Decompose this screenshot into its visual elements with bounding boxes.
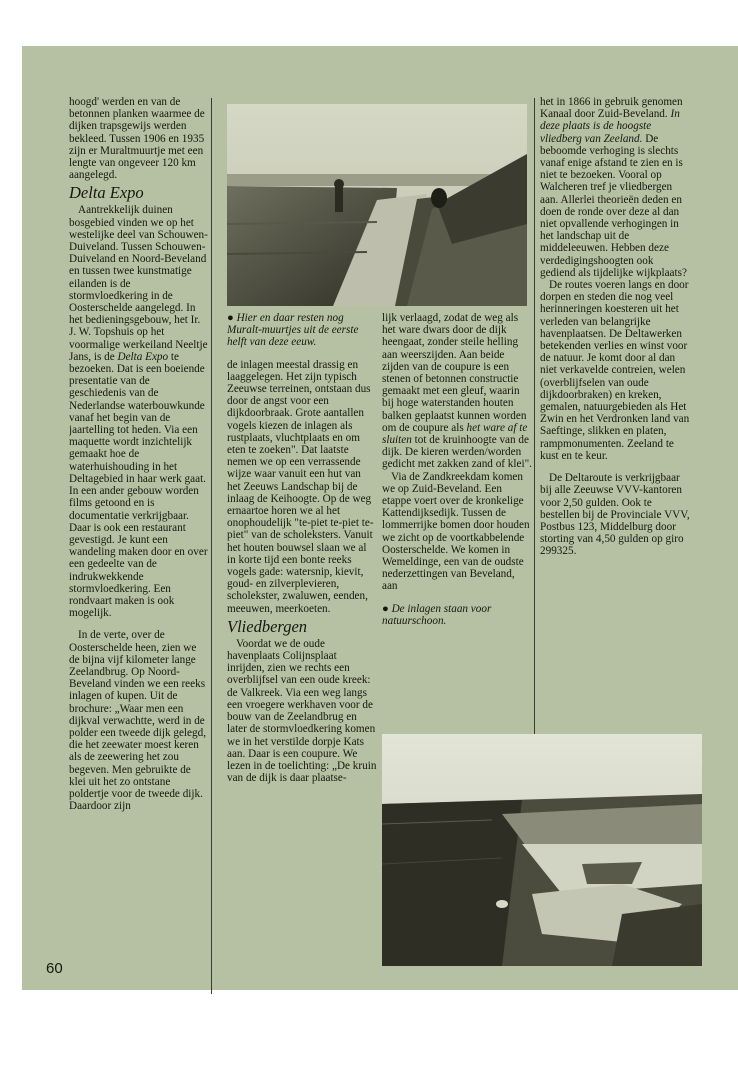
- column-rule: [211, 98, 212, 994]
- text-run: De beboomde verhoging is slechts vanaf enige afstand te zien en is niet te bezoeken. Vooral op Walcheren tref je vliedbergen aan. Allerlei theorieën deden en doen de ronde over deze al dan niet opvallende verhogingen in het landschap uit de middeleeuwen. Hebben deze verdedigingshoogten ook gediend als tijdelijke wijkplaats?: [540, 132, 687, 279]
- emphasis: In deze plaats is de hoogste vliedberg van Zeeland.: [540, 108, 680, 145]
- paragraph: De routes voeren langs en door dorpen en steden die nog veel herinneringen koesteren uit het verleden van belangrijke havenplaatsen. De Deltawerken betekenden verlies en winst voor de natuur. Je komt door al dan niet verkavelde contreien, welen (overblijfselen van oude dijkdoorbraken) en kreken, gemalen, natuurgebieden als Het Zwin en het Verdronken land van Saeftinge, slikken en platen, rampmonumenten. Zeeland te kust en te keur.: [540, 279, 690, 462]
- page-number: 60: [46, 960, 63, 977]
- text-run: lijk verlaagd, zodat de weg als het ware dwars door de dijk heengaat, zonder steile helling aan weerszijden. Aan beide zijden van de coupure is een stenen of betonnen constructie gemaakt met een gleuf, waarin bij hoge waterstanden houten balken geplaatst kunnen worden om de coupure als: [382, 312, 527, 434]
- text-column-1: [69, 96, 209, 1004]
- photo-muralt-wall: [227, 104, 527, 306]
- photo-inlagen: [382, 734, 702, 966]
- paragraph: [69, 204, 209, 619]
- column-rule: [534, 98, 535, 766]
- emphasis: het ware af te sluiten: [382, 421, 528, 447]
- photo-inlagen-image: [382, 734, 702, 966]
- text-column-4: [540, 96, 690, 776]
- text-column-2: [227, 312, 377, 1002]
- caption-text: Hier en daar resten nog Muralt-muurtjes uit de eerste helft van deze eeuw.: [227, 312, 359, 349]
- text-run: tot de kruinhoogte van de dijk. De kieren werden/worden gedicht met zakken zand of klei".: [382, 434, 532, 471]
- text-column-3: [382, 312, 532, 732]
- paragraph: [540, 96, 690, 279]
- paragraph: de inlagen meestal drassig en laaggelegen. Het zijn typisch Zeeuwse terreinen, ontstaan dus door de angst voor een dijkdoorbraak. Grote aantallen vogels kiezen de inlagen als rustplaats, vluchtplaats en om eten te zoeken". Dat laatste nemen we op een verrassende wijze waar vanuit een hut van het Zeeuws Landschap bij de inlaag de Keihoogte. Op de weg ernaartoe horen we al het onophoudelijk "te-piet te-piet te-piet" van de scholeksters. Vanuit het houten bouwsel slaan we al in korte tijd een bonte reeks vogels gade: watersnip, kievit, goud- en zilverplevieren, scholekster, zwaluwen, eenden, meeuwen, meerkoeten.: [227, 358, 374, 615]
- photo-muralt-wall-image: [227, 104, 527, 306]
- paragraph: Via de Zandkreekdam komen we op Zuid-Beveland. Een etappe voert over de kronkelige Kattendijksedijk. Tussen de lommerrijke bomen door houden we zicht op de voortkabbelende Oosterschelde. We komen in Wemeldinge, een van de oudste nederzettingen van Beveland, aan: [382, 470, 530, 593]
- text-run: te bezoeken. Dat is een boeiende presentatie van de geschiedenis van de Nederlandse waterbouwkunde vanaf het begin van de jaartelling tot heden. Via een maquette wordt inzichtelijk gemaakt hoe de waterhuishouding in het Deltagebied in haar werk gaat. In een ander gebouw worden films getoond en is documentatie verkrijgbaar. Daar is ook een restaurant gevestigd. Je kunt een wandeling maken door en over een gedeelte van de indrukwekkende stormvloedkering. Een rondvaart maken is ook mogelijk.: [69, 350, 208, 620]
- emphasis: Delta Expo: [117, 350, 169, 363]
- magazine-page: [22, 46, 738, 990]
- section-heading-vliedbergen: Vliedbergen: [227, 616, 308, 636]
- paragraph: De Deltaroute is verkrijgbaar bij alle Zeeuwse VVV-kantoren voor 2,50 gulden. Ook te bestellen bij de Provinciale VVV, Postbus 123, Middelburg door storting van 4,50 gulden op giro 299325.: [540, 472, 690, 558]
- section-heading-delta-expo: Delta Expo: [69, 183, 144, 203]
- text-run: het in 1866 in gebruik genomen Kanaal door Zuid-Beveland.: [540, 96, 683, 121]
- bullet-icon: ●: [227, 312, 234, 324]
- paragraph: Voordat we de oude havenplaats Colijnsplaat inrijden, zien we rechts een overblijfsel van een oude kreek: de Valkreek. Via een weg langs een vroegere werkhaven voor de bouw van de Zeelandbrug en later de stormvloedkering komen we in het verstilde dorpje Kats aan. Daar is een coupure. We lezen in de toelichting: „De kruin van de dijk is daar plaatse-: [227, 637, 377, 785]
- photo-caption: [227, 312, 377, 349]
- text-run: Aantrekkelijk duinen bosgebied vinden we op het westelijke deel van Schouwen-Duiveland. Tussen Schouwen-Duiveland en Noord-Beveland en tussen twee kunstmatige eilanden is de stormvloedkering in de Oosterschelde aangelegd. In het bedieningsgebouw, het Ir. J. W. Topshuis op het voormalige werkeiland Neeltje Jans, is de: [69, 204, 208, 363]
- paragraph: In de verte, over de Oosterschelde heen, zien we de bijna vijf kilometer lange Zeelandbrug. Op Noord-Beveland vinden we een reeks inlagen of kupen. Uit de brochure: „Waar men een dijkval verwachtte, werd in de polder een tweede dijk gelegd, die het zeewater moest keren als de zeewering het zou begeven. Men gebruikte de klei uit het zo ontstane poldertje voor de tweede dijk. Daardoor zijn: [69, 629, 206, 813]
- bullet-icon: ●: [382, 602, 389, 615]
- paragraph: [382, 312, 532, 471]
- photo-caption: [382, 603, 532, 627]
- paragraph: hoogd' werden en van de betonnen planken waarmee de dijken trapsgewijs werden bekleed. Tussen 1906 en 1935 zijn er Muraltmuurtje met een lengte van ongeveer 120 km aangelegd.: [69, 96, 205, 182]
- caption-text: De inlagen staan voor natuurschoon.: [382, 602, 492, 627]
